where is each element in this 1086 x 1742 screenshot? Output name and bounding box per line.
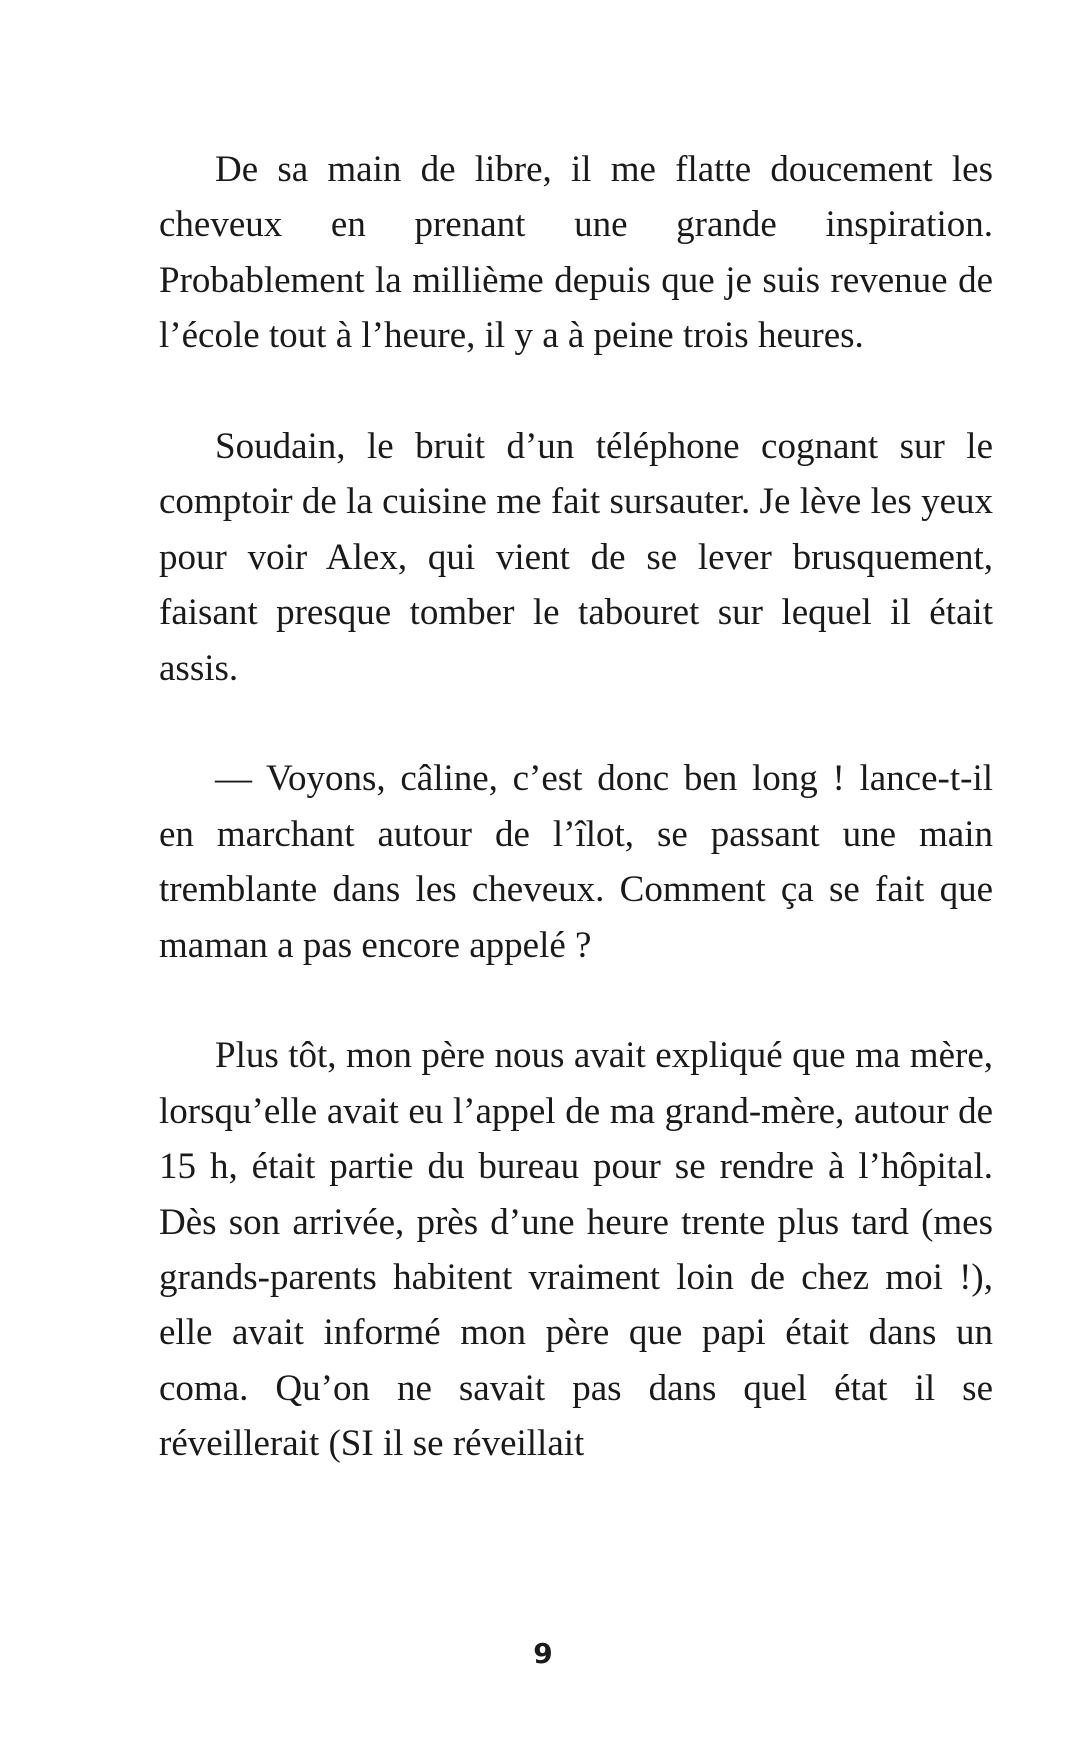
paragraph-4: Plus tôt, mon père nous avait expliqué que ma mère, lorsqu’elle avait eu l’appel de ma grand-mère, autour de 15 h, était partie du bureau pour se rendre à l’hôpital. Dès son arrivée, près d’une heure trente plus tard (mes grands-parents habitent vraiment loin de chez moi !), elle avait informé mon père que papi était dans un coma. Qu’on ne savait pas dans quel état il se réveillerait (SI il se réveillait [159, 1035, 993, 1465]
paragraph-3: — Voyons, câline, c’est donc ben long ! lance-t-il en marchant autour de l’îlot, se passant une main tremblante dans les cheveux. Comment ça se fait que maman a pas encore appelé ? [159, 758, 993, 966]
paragraph-2: Soudain, le bruit d’un téléphone cognant sur le comptoir de la cuisine me fait sursauter. Je lève les yeux pour voir Alex, qui vient de se lever brusquement, faisant presque tomber le tabouret sur lequel il était assis. [159, 426, 993, 689]
page-number: 9 [533, 1637, 553, 1670]
body-text [159, 142, 993, 1527]
paragraph-1: De sa main de libre, il me flatte doucement les cheveux en prenant une grande inspiration. Probablement la millième depuis que je suis revenue de l’école tout à l’heure, il y a à peine trois heures. [159, 149, 993, 357]
